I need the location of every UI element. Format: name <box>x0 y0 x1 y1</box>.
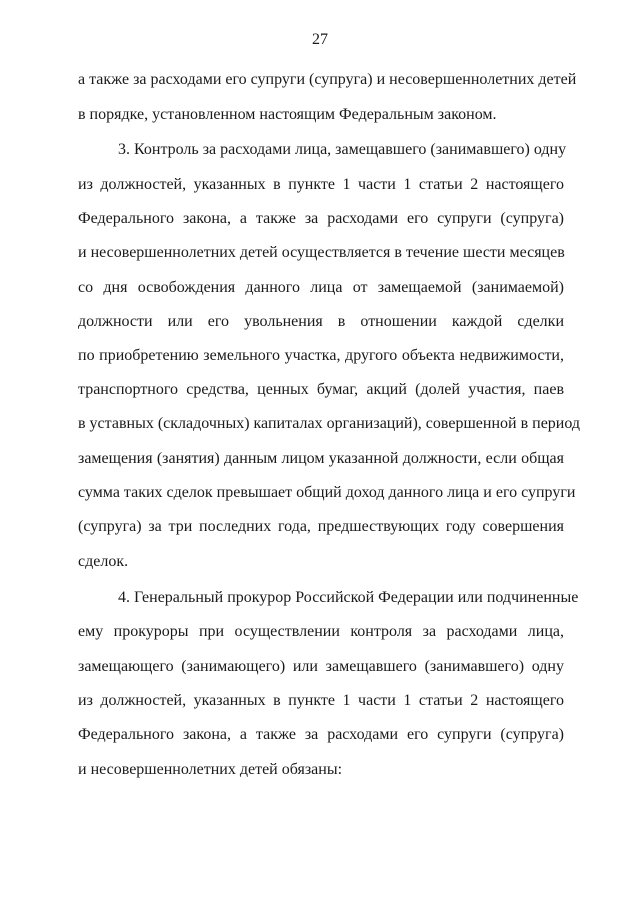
paragraph-3-line-1: 4. Генеральный прокурор Российской Федерации или подчиненные <box>118 589 579 606</box>
paragraph-3-line-2: ему прокуроры при осуществлении контроля за расходами лица, <box>78 623 564 640</box>
paragraph-2-line-8: транспортного средства, ценных бумаг, акций (долей участия, паев <box>78 381 564 398</box>
page-number: 27 <box>312 31 328 48</box>
paragraph-3-line-3: замещающего (занимающего) или замещавшего (занимавшего) одну <box>78 658 564 675</box>
paragraph-2-line-10: замещения (занятия) данным лицом указанной должности, если общая <box>78 450 564 467</box>
paragraph-2-line-4: и несовершеннолетних детей осуществляется в течение шести месяцев <box>78 244 565 261</box>
paragraph-2-line-5: со дня освобождения данного лица от замещаемой (занимаемой) <box>78 279 564 296</box>
paragraph-3-line-4: из должностей, указанных в пункте 1 части 1 статьи 2 настоящего <box>78 692 564 709</box>
paragraph-2-line-6: должности или его увольнения в отношении каждой сделки <box>78 313 564 330</box>
paragraph-2-line-11: сумма таких сделок превышает общий доход данного лица и его супруги <box>78 484 576 501</box>
paragraph-2-line-12: (супруга) за три последних года, предшествующих году совершения <box>78 518 564 535</box>
paragraph-2-line-1: 3. Контроль за расходами лица, замещавшего (занимавшего) одну <box>118 141 567 158</box>
paragraph-2-line-9: в уставных (складочных) капиталах организаций), совершенной в период <box>78 415 581 432</box>
paragraph-3-line-6: и несовершеннолетних детей обязаны: <box>78 761 343 778</box>
paragraph-3-line-5: Федерального закона, а также за расходами его супруги (супруга) <box>78 726 564 743</box>
paragraph-2-line-2: из должностей, указанных в пункте 1 части 1 статьи 2 настоящего <box>78 176 564 193</box>
paragraph-1-line-1: а также за расходами его супруги (супруга) и несовершеннолетних детей <box>78 71 577 88</box>
paragraph-2-line-3: Федерального закона, а также за расходами его супруги (супруга) <box>78 210 564 227</box>
paragraph-2-line-13: сделок. <box>78 553 129 570</box>
paragraph-2-line-7: по приобретению земельного участка, другого объекта недвижимости, <box>78 347 564 364</box>
paragraph-1-line-2: в порядке, установленном настоящим Федеральным законом. <box>78 106 497 123</box>
